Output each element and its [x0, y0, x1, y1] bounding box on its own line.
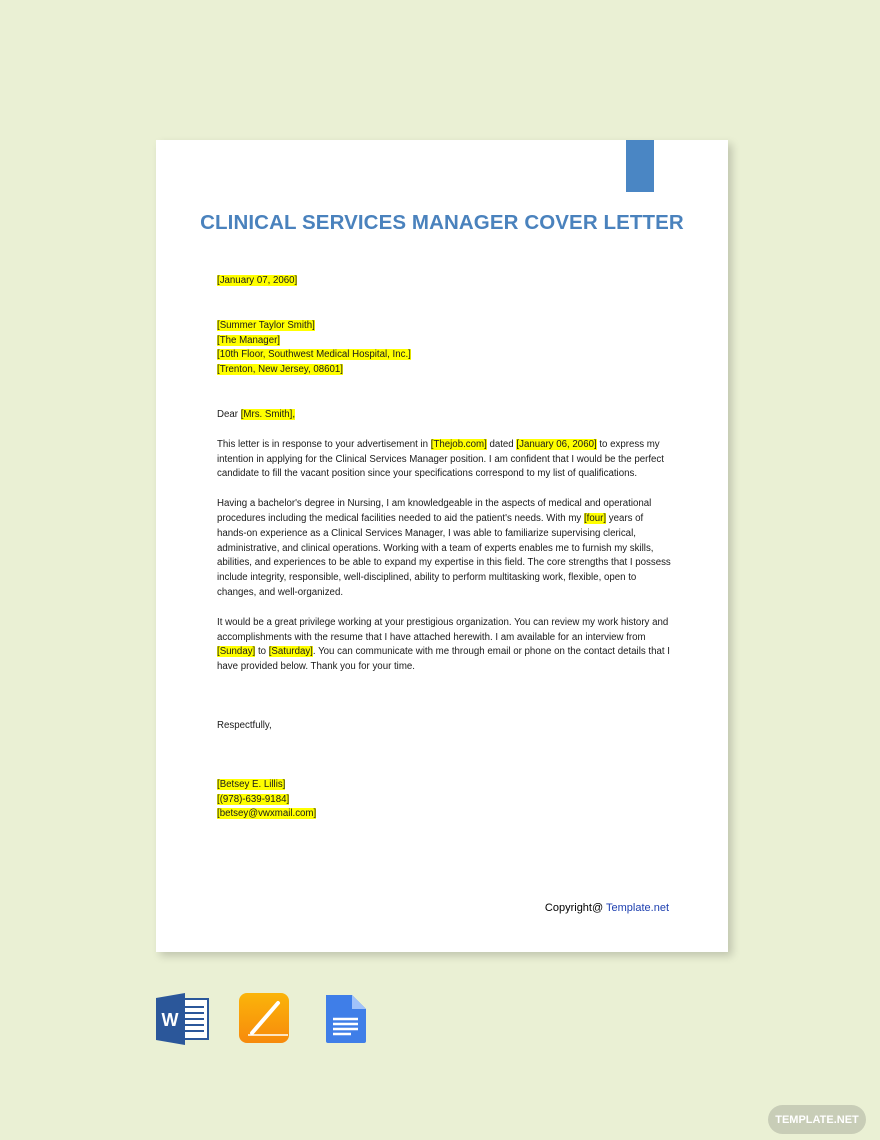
- letter-title: CLINICAL SERVICES MANAGER COVER LETTER: [200, 211, 684, 234]
- salutation-name: [Mrs. Smith],: [240, 408, 296, 420]
- text: Having a bachelor's degree in Nursing, I am knowledgeable in the aspects of medical and operational procedures including the medical facilities needed to aid the patient's needs. With my: [217, 498, 652, 524]
- recipient-address: [10th Floor, Southwest Medical Hospital, Inc.]: [217, 349, 411, 361]
- recipient-name: [Summer Taylor Smith]: [217, 319, 315, 331]
- salutation: [217, 408, 675, 423]
- copyright-text: Copyright@: [544, 902, 607, 914]
- end-day-field: [Saturday]: [268, 646, 313, 658]
- sender-email: [betsey@vwxmail.com]: [217, 808, 317, 820]
- start-day-field: [Sunday]: [217, 646, 256, 658]
- text: . You can communicate with me through email or phone on the contact details that I have provided below. Thank you for your time.: [217, 646, 670, 673]
- paragraph-3: [217, 616, 675, 675]
- paragraph-1: [217, 438, 675, 482]
- pages-icon[interactable]: [238, 993, 292, 1045]
- copyright: [545, 902, 669, 914]
- letter-body: [217, 274, 675, 822]
- closing: Respectfully,: [217, 719, 272, 731]
- ad-date-field: [January 06, 2060]: [516, 438, 597, 450]
- recipient-city: [Trenton, New Jersey, 08601]: [217, 364, 343, 376]
- text: It would be a great privilege working at your prestigious organization. You can review my work history and accomplishments with the resume that I have attached herewith. I am available for an interview from: [217, 616, 669, 643]
- recipient-title: [The Manager]: [217, 334, 281, 346]
- accent-tab: [626, 140, 654, 192]
- sender-name: [Betsey E. Lillis]: [217, 778, 286, 790]
- date-field: [January 07, 2060]: [217, 275, 298, 286]
- google-docs-icon[interactable]: [320, 993, 374, 1045]
- letter-page: [156, 140, 728, 952]
- template-link[interactable]: Template.net: [606, 902, 669, 914]
- signature-block: [217, 778, 675, 822]
- format-icons: [156, 993, 374, 1045]
- sender-phone: [(978)-639-9184]: [217, 793, 290, 805]
- text: to: [255, 646, 269, 658]
- text: to express my intention in applying for the Clinical Services Manager position. I am confident that I would be the perfect candidate to fill the vacant position since your specifications correspond to my list of qualifications.: [217, 438, 664, 480]
- text: dated: [486, 438, 517, 450]
- paragraph-2: [217, 497, 675, 601]
- word-icon[interactable]: [156, 993, 210, 1045]
- years-field: [four]: [583, 512, 607, 524]
- salutation-text: Dear: [217, 408, 241, 420]
- job-site-field: [Thejob.com]: [430, 438, 487, 450]
- text: years of hands-on experience as a Clinical Services Manager, I was able to familiarize supervising clerical, administrative, and clinical operations. Working with a team of experts enables me to furnish my skills, abilities, and experiences to be able to expand my expertise in this field. The core strengths that I possess include integrity, responsible, well-disciplined, ability to perform multitasking work, flexible, open to changes, and well-organized.: [217, 512, 671, 598]
- recipient-block: [217, 319, 675, 378]
- template-net-watermark: TEMPLATE.NET: [768, 1105, 866, 1134]
- svg-text:W: W: [161, 1010, 179, 1030]
- text: This letter is in response to your advertisement in: [217, 438, 431, 450]
